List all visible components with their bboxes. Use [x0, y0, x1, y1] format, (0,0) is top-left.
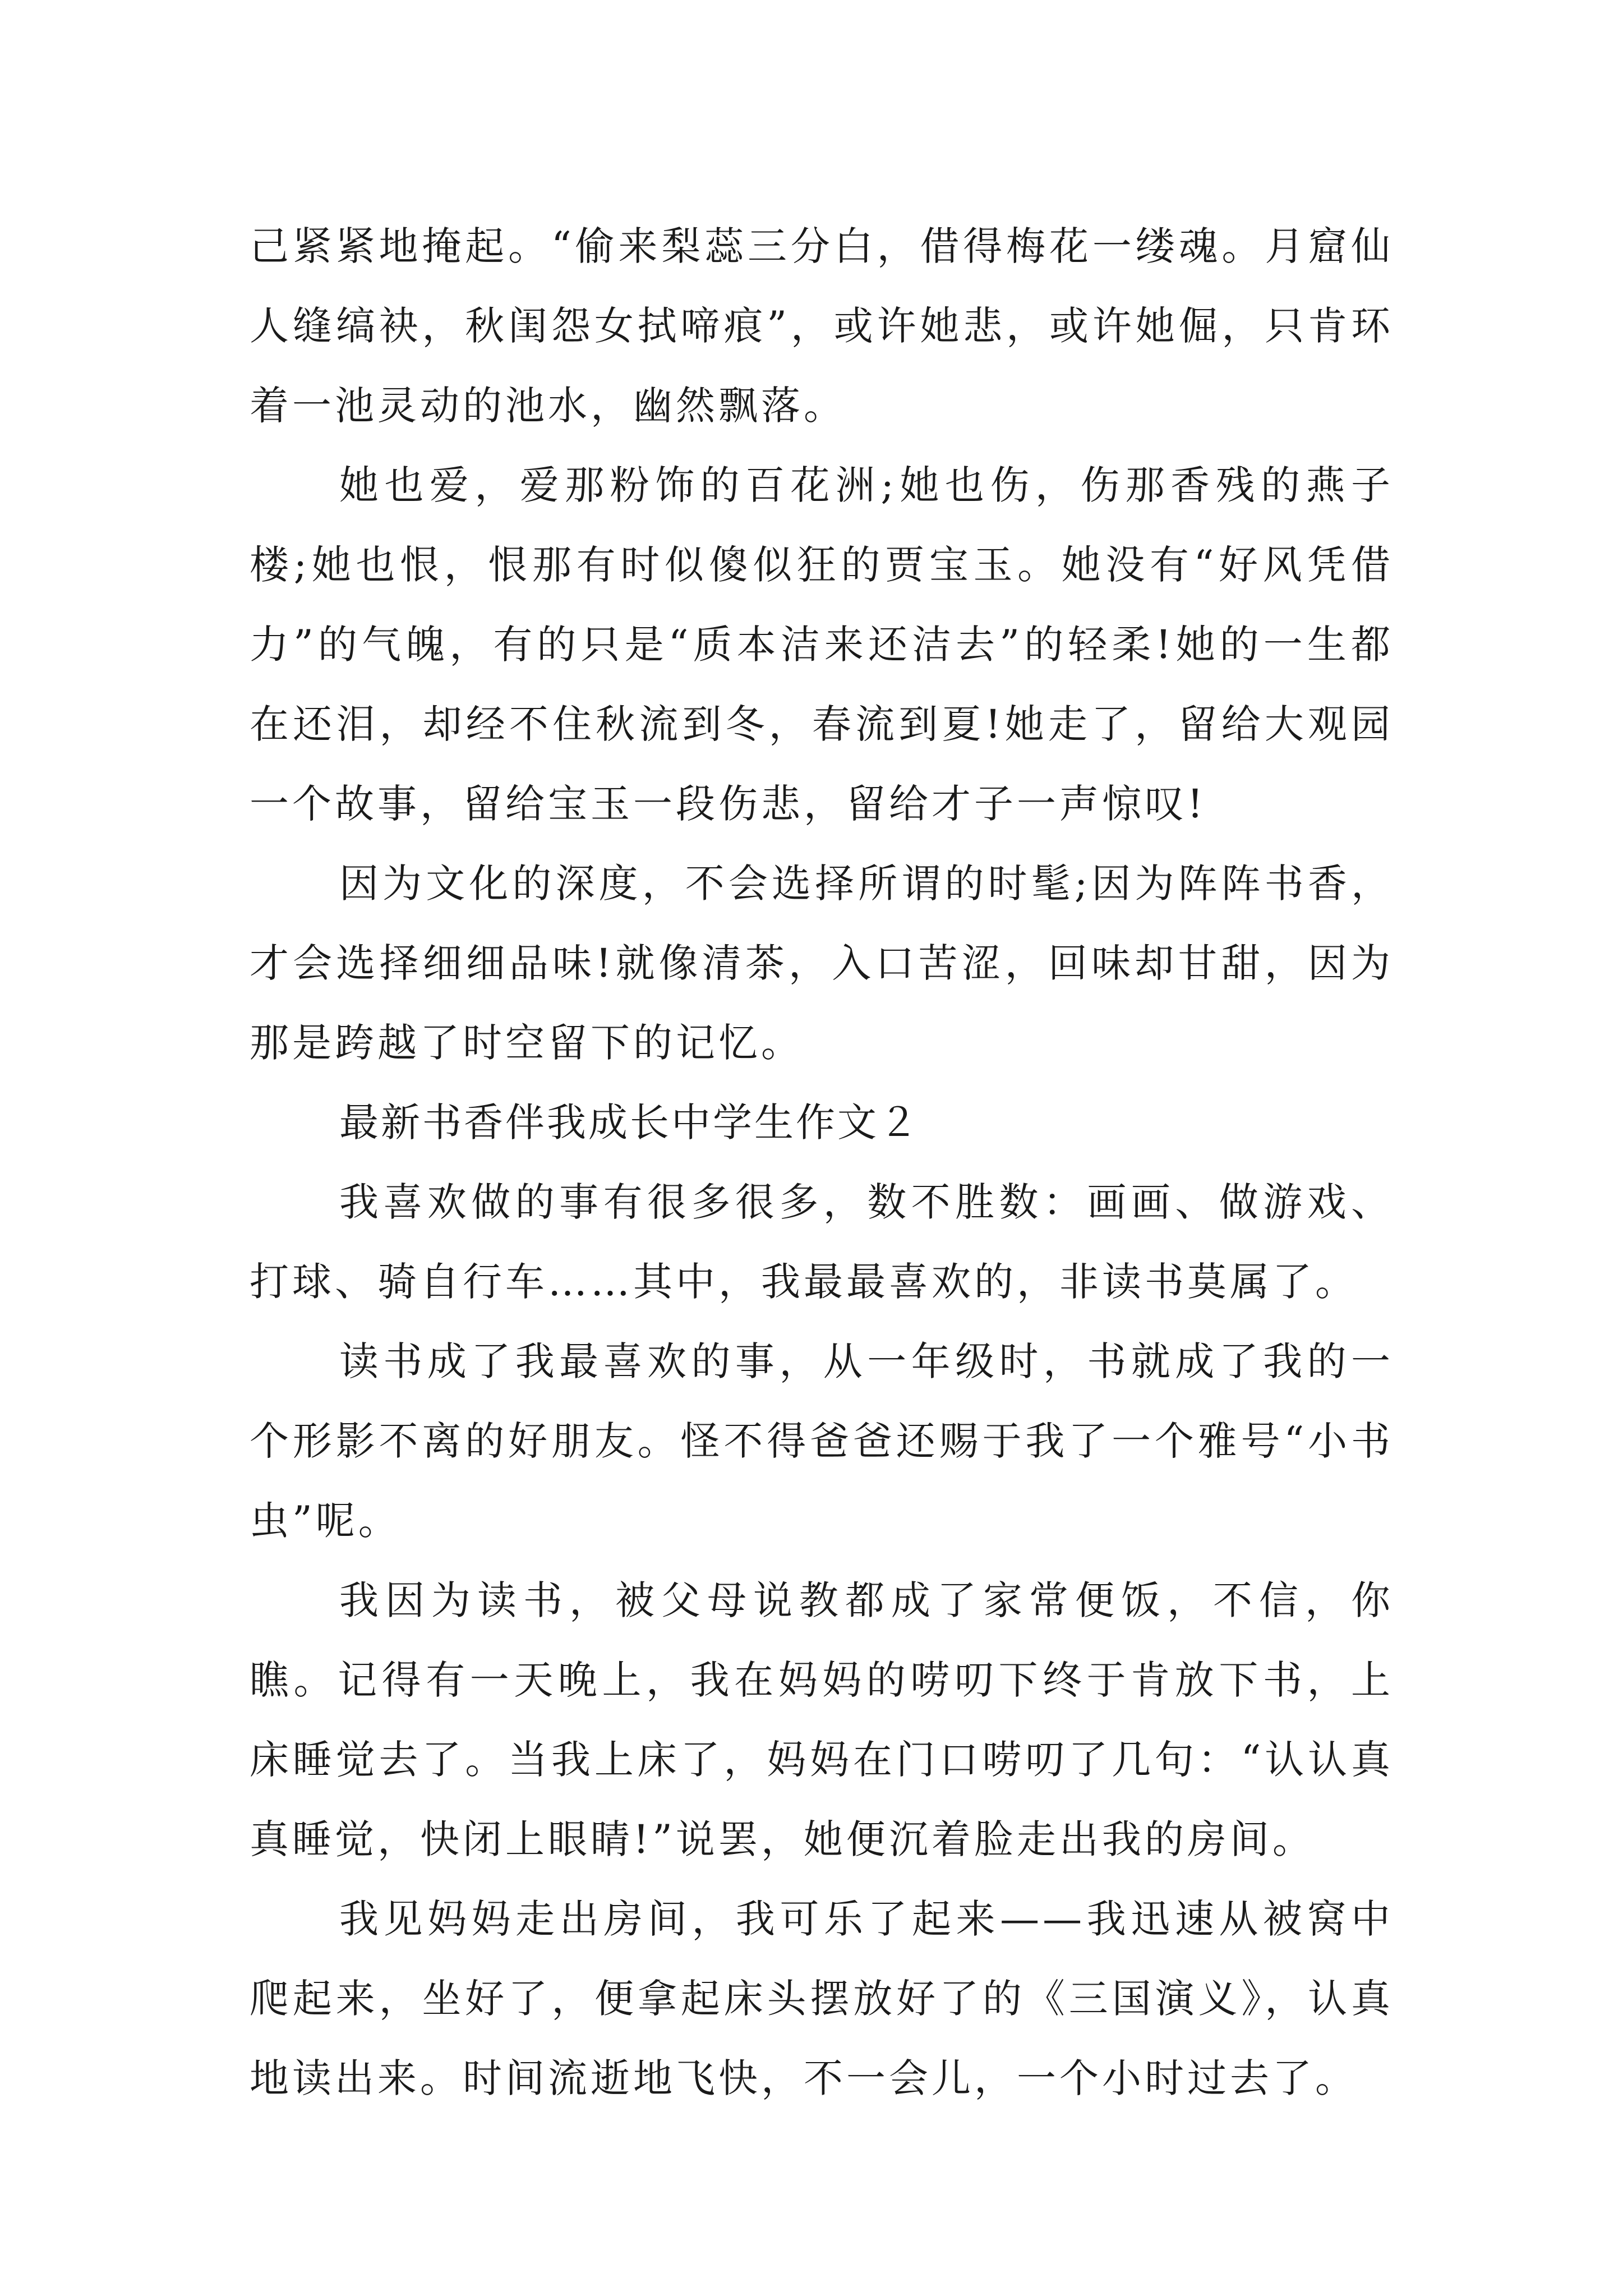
- paragraph: 我喜欢做的事有很多很多，数不胜数：画画、做游戏、打球、骑自行车……其中，我最最喜欢的，非读书莫属了。: [250, 1179, 1394, 1305]
- section-heading: 最新书香伴我成长中学生作文２: [339, 1099, 920, 1145]
- paragraph: 我见妈妈走出房间，我可乐了起来——我迅速从被窝中爬起来，坐好了，便拿起床头摆放好了的《三国演义》，认真地读出来。时间流逝地飞快，不一会儿，一个小时过去了。: [250, 1896, 1394, 2101]
- document-body: [250, 206, 1394, 2118]
- paragraph: 因为文化的深度，不会选择所谓的时髦;因为阵阵书香，才会选择细细品味!就像清茶，入口苦涩，回味却甘甜，因为那是跨越了时空留下的记忆。: [250, 861, 1394, 1066]
- paragraph: 她也爱，爱那粉饰的百花洲;她也伤，伤那香残的燕子楼;她也恨，恨那有时似傻似狂的贾宝玉。她没有“好风凭借力”的气魄，有的只是“质本洁来还洁去”的轻柔!她的一生都在还泪，却经不住秋流到冬，春流到夏!她走了，留给大观园一个故事，留给宝玉一段伤悲，留给才子一声惊叹!: [250, 462, 1394, 827]
- paragraph: 我因为读书，被父母说教都成了家常便饭，不信，你瞧。记得有一天晚上，我在妈妈的唠叨下终于肯放下书，上床睡觉去了。当我上床了，妈妈在门口唠叨了几句：“认认真真睡觉，快闭上眼睛!”说罢，她便沉着脸走出我的房间。: [250, 1577, 1394, 1862]
- paragraph: 读书成了我最喜欢的事，从一年级时，书就成了我的一个形影不离的好朋友。怪不得爸爸还赐于我了一个雅号“小书虫”呢。: [250, 1338, 1394, 1544]
- paragraph-continued: 己紧紧地掩起。“偷来梨蕊三分白，借得梅花一缕魂。月窟仙人缝缟袂，秋闺怨女拭啼痕”，或许她悲，或许她倔，只肯环着一池灵动的池水，幽然飘落。: [250, 223, 1394, 429]
